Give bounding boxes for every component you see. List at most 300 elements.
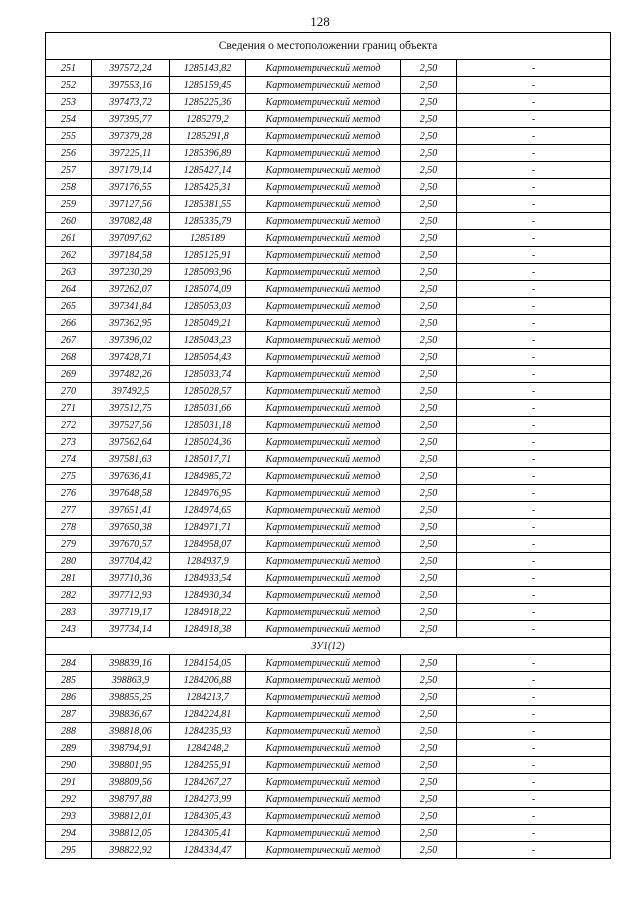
point-number-cell: 257 <box>46 162 92 179</box>
table-row <box>46 179 611 196</box>
y-coordinate-cell: 1285279,2 <box>170 111 246 128</box>
y-coordinate-cell: 1284976,95 <box>170 485 246 502</box>
method-cell: Картометрический метод <box>246 230 401 247</box>
table-row <box>46 162 611 179</box>
table-row <box>46 315 611 332</box>
description-cell: - <box>457 111 611 128</box>
point-number-cell: 274 <box>46 451 92 468</box>
y-coordinate-cell: 1284974,65 <box>170 502 246 519</box>
accuracy-cell: 2,50 <box>401 451 457 468</box>
x-coordinate-cell: 397262,07 <box>92 281 170 298</box>
method-cell: Картометрический метод <box>246 434 401 451</box>
y-coordinate-cell: 1285225,36 <box>170 94 246 111</box>
table-row <box>46 111 611 128</box>
table-row <box>46 298 611 315</box>
accuracy-cell: 2,50 <box>401 468 457 485</box>
description-cell: - <box>457 842 611 859</box>
method-cell: Картометрический метод <box>246 723 401 740</box>
x-coordinate-cell: 397379,28 <box>92 128 170 145</box>
x-coordinate-cell: 397648,58 <box>92 485 170 502</box>
y-coordinate-cell: 1284255,91 <box>170 757 246 774</box>
description-cell: - <box>457 162 611 179</box>
point-number-cell: 252 <box>46 77 92 94</box>
y-coordinate-cell: 1284273,99 <box>170 791 246 808</box>
accuracy-cell: 2,50 <box>401 298 457 315</box>
description-cell: - <box>457 604 611 621</box>
x-coordinate-cell: 397636,41 <box>92 468 170 485</box>
table-row <box>46 281 611 298</box>
accuracy-cell: 2,50 <box>401 434 457 451</box>
method-cell: Картометрический метод <box>246 519 401 536</box>
description-cell: - <box>457 689 611 706</box>
description-cell: - <box>457 230 611 247</box>
method-cell: Картометрический метод <box>246 536 401 553</box>
description-cell: - <box>457 94 611 111</box>
description-cell: - <box>457 281 611 298</box>
description-cell: - <box>457 757 611 774</box>
table-row <box>46 842 611 859</box>
accuracy-cell: 2,50 <box>401 621 457 638</box>
y-coordinate-cell: 1284985,72 <box>170 468 246 485</box>
table-row <box>46 689 611 706</box>
method-cell: Картометрический метод <box>246 196 401 213</box>
table-row <box>46 553 611 570</box>
x-coordinate-cell: 397482,26 <box>92 366 170 383</box>
method-cell: Картометрический метод <box>246 145 401 162</box>
y-coordinate-cell: 1284971,71 <box>170 519 246 536</box>
point-number-cell: 290 <box>46 757 92 774</box>
y-coordinate-cell: 1285189 <box>170 230 246 247</box>
accuracy-cell: 2,50 <box>401 230 457 247</box>
y-coordinate-cell: 1284918,38 <box>170 621 246 638</box>
method-cell: Картометрический метод <box>246 298 401 315</box>
x-coordinate-cell: 398839,16 <box>92 655 170 672</box>
y-coordinate-cell: 1285074,09 <box>170 281 246 298</box>
table-row <box>46 655 611 672</box>
x-coordinate-cell: 398818,06 <box>92 723 170 740</box>
accuracy-cell: 2,50 <box>401 179 457 196</box>
x-coordinate-cell: 397341,84 <box>92 298 170 315</box>
x-coordinate-cell: 398822,92 <box>92 842 170 859</box>
accuracy-cell: 2,50 <box>401 757 457 774</box>
accuracy-cell: 2,50 <box>401 570 457 587</box>
table-row <box>46 366 611 383</box>
description-cell: - <box>457 349 611 366</box>
y-coordinate-cell: 1284334,47 <box>170 842 246 859</box>
accuracy-cell: 2,50 <box>401 111 457 128</box>
point-number-cell: 294 <box>46 825 92 842</box>
x-coordinate-cell: 397097,62 <box>92 230 170 247</box>
accuracy-cell: 2,50 <box>401 604 457 621</box>
point-number-cell: 273 <box>46 434 92 451</box>
description-cell: - <box>457 366 611 383</box>
point-number-cell: 259 <box>46 196 92 213</box>
accuracy-cell: 2,50 <box>401 60 457 77</box>
y-coordinate-cell: 1284224,81 <box>170 706 246 723</box>
y-coordinate-cell: 1284235,93 <box>170 723 246 740</box>
description-cell: - <box>457 434 611 451</box>
accuracy-cell: 2,50 <box>401 383 457 400</box>
y-coordinate-cell: 1285381,55 <box>170 196 246 213</box>
method-cell: Картометрический метод <box>246 128 401 145</box>
x-coordinate-cell: 397176,55 <box>92 179 170 196</box>
x-coordinate-cell: 398801,95 <box>92 757 170 774</box>
point-number-cell: 279 <box>46 536 92 553</box>
x-coordinate-cell: 398855,25 <box>92 689 170 706</box>
point-number-cell: 283 <box>46 604 92 621</box>
method-cell: Картометрический метод <box>246 162 401 179</box>
description-cell: - <box>457 145 611 162</box>
x-coordinate-cell: 397512,75 <box>92 400 170 417</box>
accuracy-cell: 2,50 <box>401 842 457 859</box>
accuracy-cell: 2,50 <box>401 162 457 179</box>
method-cell: Картометрический метод <box>246 672 401 689</box>
x-coordinate-cell: 397082,48 <box>92 213 170 230</box>
description-cell: - <box>457 264 611 281</box>
x-coordinate-cell: 397704,42 <box>92 553 170 570</box>
table-row <box>46 502 611 519</box>
table-row <box>46 604 611 621</box>
method-cell: Картометрический метод <box>246 825 401 842</box>
table-row <box>46 536 611 553</box>
description-cell: - <box>457 570 611 587</box>
x-coordinate-cell: 397230,29 <box>92 264 170 281</box>
point-number-cell: 277 <box>46 502 92 519</box>
table-row <box>46 825 611 842</box>
point-number-cell: 285 <box>46 672 92 689</box>
description-cell: - <box>457 723 611 740</box>
y-coordinate-cell: 1284305,41 <box>170 825 246 842</box>
accuracy-cell: 2,50 <box>401 366 457 383</box>
y-coordinate-cell: 1284958,07 <box>170 536 246 553</box>
point-number-cell: 282 <box>46 587 92 604</box>
x-coordinate-cell: 397428,71 <box>92 349 170 366</box>
accuracy-cell: 2,50 <box>401 77 457 94</box>
x-coordinate-cell: 397710,36 <box>92 570 170 587</box>
point-number-cell: 280 <box>46 553 92 570</box>
y-coordinate-cell: 1284930,34 <box>170 587 246 604</box>
x-coordinate-cell: 397572,24 <box>92 60 170 77</box>
table-row <box>46 145 611 162</box>
table-row <box>46 332 611 349</box>
x-coordinate-cell: 397492,5 <box>92 383 170 400</box>
x-coordinate-cell: 397184,58 <box>92 247 170 264</box>
description-cell: - <box>457 553 611 570</box>
method-cell: Картометрический метод <box>246 281 401 298</box>
x-coordinate-cell: 397670,57 <box>92 536 170 553</box>
method-cell: Картометрический метод <box>246 417 401 434</box>
accuracy-cell: 2,50 <box>401 655 457 672</box>
point-number-cell: 278 <box>46 519 92 536</box>
x-coordinate-cell: 397650,38 <box>92 519 170 536</box>
description-cell: - <box>457 672 611 689</box>
x-coordinate-cell: 397734,14 <box>92 621 170 638</box>
y-coordinate-cell: 1284918,22 <box>170 604 246 621</box>
point-number-cell: 276 <box>46 485 92 502</box>
table-row <box>46 587 611 604</box>
x-coordinate-cell: 397127,56 <box>92 196 170 213</box>
y-coordinate-cell: 1284267,27 <box>170 774 246 791</box>
description-cell: - <box>457 706 611 723</box>
table-row <box>46 196 611 213</box>
table-row <box>46 94 611 111</box>
x-coordinate-cell: 397581,63 <box>92 451 170 468</box>
table-title: Сведения о местоположении границ объекта <box>46 33 611 60</box>
table-row <box>46 247 611 264</box>
method-cell: Картометрический метод <box>246 655 401 672</box>
point-number-cell: 254 <box>46 111 92 128</box>
x-coordinate-cell: 397527,56 <box>92 417 170 434</box>
table-row <box>46 774 611 791</box>
y-coordinate-cell: 1285425,31 <box>170 179 246 196</box>
method-cell: Картометрический метод <box>246 366 401 383</box>
point-number-cell: 260 <box>46 213 92 230</box>
y-coordinate-cell: 1285159,45 <box>170 77 246 94</box>
page-number: 128 <box>310 14 330 29</box>
point-number-cell: 272 <box>46 417 92 434</box>
x-coordinate-cell: 398836,67 <box>92 706 170 723</box>
description-cell: - <box>457 383 611 400</box>
table-row <box>46 519 611 536</box>
description-cell: - <box>457 77 611 94</box>
point-number-cell: 288 <box>46 723 92 740</box>
table-row <box>46 434 611 451</box>
accuracy-cell: 2,50 <box>401 536 457 553</box>
description-cell: - <box>457 196 611 213</box>
point-number-cell: 253 <box>46 94 92 111</box>
y-coordinate-cell: 1284248,2 <box>170 740 246 757</box>
table-row <box>46 791 611 808</box>
point-number-cell: 295 <box>46 842 92 859</box>
method-cell: Картометрический метод <box>246 400 401 417</box>
section-row <box>46 638 611 655</box>
method-cell: Картометрический метод <box>246 706 401 723</box>
point-number-cell: 266 <box>46 315 92 332</box>
description-cell: - <box>457 128 611 145</box>
table-row <box>46 128 611 145</box>
point-number-cell: 262 <box>46 247 92 264</box>
method-cell: Картометрический метод <box>246 77 401 94</box>
boundary-coordinates-table <box>45 32 611 859</box>
method-cell: Картометрический метод <box>246 842 401 859</box>
table-row <box>46 808 611 825</box>
table-row <box>46 723 611 740</box>
y-coordinate-cell: 1284154,05 <box>170 655 246 672</box>
description-cell: - <box>457 587 611 604</box>
description-cell: - <box>457 298 611 315</box>
point-number-cell: 251 <box>46 60 92 77</box>
description-cell: - <box>457 315 611 332</box>
point-number-cell: 292 <box>46 791 92 808</box>
accuracy-cell: 2,50 <box>401 587 457 604</box>
description-cell: - <box>457 60 611 77</box>
accuracy-cell: 2,50 <box>401 281 457 298</box>
method-cell: Картометрический метод <box>246 740 401 757</box>
method-cell: Картометрический метод <box>246 264 401 281</box>
description-cell: - <box>457 808 611 825</box>
description-cell: - <box>457 417 611 434</box>
method-cell: Картометрический метод <box>246 111 401 128</box>
x-coordinate-cell: 397562,64 <box>92 434 170 451</box>
method-cell: Картометрический метод <box>246 570 401 587</box>
method-cell: Картометрический метод <box>246 604 401 621</box>
y-coordinate-cell: 1285031,18 <box>170 417 246 434</box>
table-row <box>46 485 611 502</box>
y-coordinate-cell: 1285017,71 <box>170 451 246 468</box>
method-cell: Картометрический метод <box>246 179 401 196</box>
table-row <box>46 740 611 757</box>
y-coordinate-cell: 1285043,23 <box>170 332 246 349</box>
accuracy-cell: 2,50 <box>401 94 457 111</box>
point-number-cell: 269 <box>46 366 92 383</box>
table-row <box>46 672 611 689</box>
description-cell: - <box>457 485 611 502</box>
accuracy-cell: 2,50 <box>401 349 457 366</box>
table-row <box>46 77 611 94</box>
section-label: ЗУ1(12) <box>46 638 611 655</box>
y-coordinate-cell: 1285033,74 <box>170 366 246 383</box>
accuracy-cell: 2,50 <box>401 145 457 162</box>
point-number-cell: 275 <box>46 468 92 485</box>
accuracy-cell: 2,50 <box>401 400 457 417</box>
x-coordinate-cell: 397553,16 <box>92 77 170 94</box>
table-row <box>46 417 611 434</box>
table-row <box>46 230 611 247</box>
description-cell: - <box>457 179 611 196</box>
point-number-cell: 264 <box>46 281 92 298</box>
method-cell: Картометрический метод <box>246 451 401 468</box>
table-row <box>46 400 611 417</box>
table-row <box>46 213 611 230</box>
accuracy-cell: 2,50 <box>401 519 457 536</box>
point-number-cell: 261 <box>46 230 92 247</box>
accuracy-cell: 2,50 <box>401 774 457 791</box>
table-row <box>46 706 611 723</box>
accuracy-cell: 2,50 <box>401 672 457 689</box>
x-coordinate-cell: 397719,17 <box>92 604 170 621</box>
method-cell: Картометрический метод <box>246 468 401 485</box>
method-cell: Картометрический метод <box>246 332 401 349</box>
table-body <box>46 33 611 859</box>
accuracy-cell: 2,50 <box>401 247 457 264</box>
x-coordinate-cell: 397473,72 <box>92 94 170 111</box>
accuracy-cell: 2,50 <box>401 689 457 706</box>
point-number-cell: 291 <box>46 774 92 791</box>
method-cell: Картометрический метод <box>246 60 401 77</box>
description-cell: - <box>457 468 611 485</box>
y-coordinate-cell: 1284213,7 <box>170 689 246 706</box>
method-cell: Картометрический метод <box>246 757 401 774</box>
table-row <box>46 757 611 774</box>
x-coordinate-cell: 398812,05 <box>92 825 170 842</box>
accuracy-cell: 2,50 <box>401 128 457 145</box>
accuracy-cell: 2,50 <box>401 808 457 825</box>
point-number-cell: 281 <box>46 570 92 587</box>
accuracy-cell: 2,50 <box>401 740 457 757</box>
method-cell: Картометрический метод <box>246 94 401 111</box>
x-coordinate-cell: 397395,77 <box>92 111 170 128</box>
method-cell: Картометрический метод <box>246 502 401 519</box>
accuracy-cell: 2,50 <box>401 213 457 230</box>
table-title-row <box>46 33 611 60</box>
point-number-cell: 271 <box>46 400 92 417</box>
x-coordinate-cell: 397362,95 <box>92 315 170 332</box>
description-cell: - <box>457 536 611 553</box>
point-number-cell: 265 <box>46 298 92 315</box>
table-row <box>46 349 611 366</box>
accuracy-cell: 2,50 <box>401 502 457 519</box>
y-coordinate-cell: 1285024,36 <box>170 434 246 451</box>
y-coordinate-cell: 1285427,14 <box>170 162 246 179</box>
accuracy-cell: 2,50 <box>401 791 457 808</box>
description-cell: - <box>457 825 611 842</box>
x-coordinate-cell: 398797,88 <box>92 791 170 808</box>
method-cell: Картометрический метод <box>246 383 401 400</box>
y-coordinate-cell: 1285335,79 <box>170 213 246 230</box>
y-coordinate-cell: 1284937,9 <box>170 553 246 570</box>
method-cell: Картометрический метод <box>246 808 401 825</box>
accuracy-cell: 2,50 <box>401 485 457 502</box>
accuracy-cell: 2,50 <box>401 332 457 349</box>
y-coordinate-cell: 1284933,54 <box>170 570 246 587</box>
method-cell: Картометрический метод <box>246 213 401 230</box>
description-cell: - <box>457 774 611 791</box>
method-cell: Картометрический метод <box>246 774 401 791</box>
y-coordinate-cell: 1285049,21 <box>170 315 246 332</box>
x-coordinate-cell: 398812,01 <box>92 808 170 825</box>
x-coordinate-cell: 397225,11 <box>92 145 170 162</box>
table-row <box>46 264 611 281</box>
description-cell: - <box>457 502 611 519</box>
table-row <box>46 60 611 77</box>
point-number-cell: 286 <box>46 689 92 706</box>
accuracy-cell: 2,50 <box>401 825 457 842</box>
point-number-cell: 287 <box>46 706 92 723</box>
method-cell: Картометрический метод <box>246 689 401 706</box>
point-number-cell: 268 <box>46 349 92 366</box>
accuracy-cell: 2,50 <box>401 196 457 213</box>
y-coordinate-cell: 1284305,43 <box>170 808 246 825</box>
description-cell: - <box>457 740 611 757</box>
point-number-cell: 256 <box>46 145 92 162</box>
accuracy-cell: 2,50 <box>401 315 457 332</box>
y-coordinate-cell: 1285396,89 <box>170 145 246 162</box>
description-cell: - <box>457 400 611 417</box>
method-cell: Картометрический метод <box>246 349 401 366</box>
method-cell: Картометрический метод <box>246 621 401 638</box>
table-row <box>46 621 611 638</box>
y-coordinate-cell: 1284206,88 <box>170 672 246 689</box>
x-coordinate-cell: 398794,91 <box>92 740 170 757</box>
method-cell: Картометрический метод <box>246 485 401 502</box>
method-cell: Картометрический метод <box>246 587 401 604</box>
method-cell: Картометрический метод <box>246 247 401 264</box>
method-cell: Картометрический метод <box>246 553 401 570</box>
accuracy-cell: 2,50 <box>401 723 457 740</box>
description-cell: - <box>457 332 611 349</box>
point-number-cell: 258 <box>46 179 92 196</box>
accuracy-cell: 2,50 <box>401 264 457 281</box>
x-coordinate-cell: 397179,14 <box>92 162 170 179</box>
description-cell: - <box>457 247 611 264</box>
table-row <box>46 570 611 587</box>
y-coordinate-cell: 1285143,82 <box>170 60 246 77</box>
accuracy-cell: 2,50 <box>401 417 457 434</box>
y-coordinate-cell: 1285125,91 <box>170 247 246 264</box>
method-cell: Картометрический метод <box>246 791 401 808</box>
y-coordinate-cell: 1285093,96 <box>170 264 246 281</box>
table-row <box>46 468 611 485</box>
